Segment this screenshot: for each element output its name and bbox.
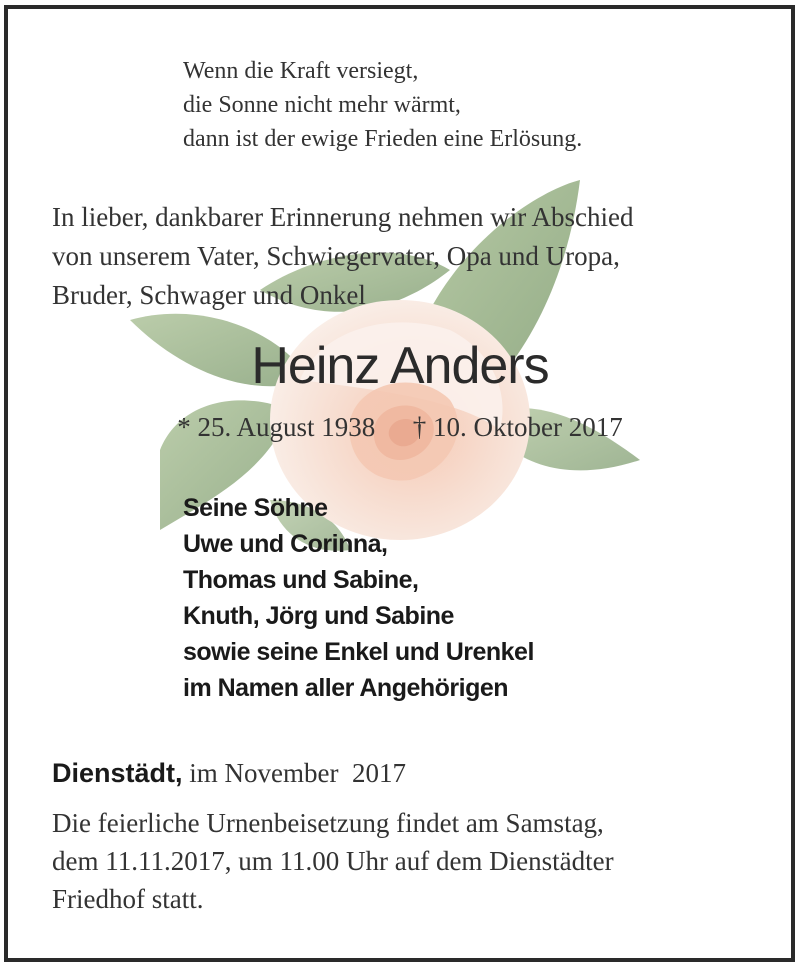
poem-line: dann ist der ewige Frieden eine Erlösung. [183, 126, 583, 152]
notice-date: im November 2017 [189, 758, 406, 788]
birth-date: * 25. August 1938 [177, 412, 376, 442]
poem-line: Wenn die Kraft versiegt, [183, 58, 419, 84]
family-line: Uwe und Corinna, [183, 530, 388, 558]
notice-line: Friedhof statt. [52, 884, 204, 914]
poem-line: die Sonne nicht mehr wärmt, [183, 92, 461, 118]
death-date: † 10. Oktober 2017 [412, 412, 623, 442]
deceased-name: Heinz Anders [251, 337, 549, 395]
place-date [52, 758, 406, 789]
notice-line: Die feierliche Urnenbeisetzung findet am Samstag, [52, 808, 604, 838]
intro-line: Bruder, Schwager und Onkel [52, 280, 366, 310]
place-town: Dienstädt, [52, 758, 183, 788]
family-line: Knuth, Jörg und Sabine [183, 602, 454, 630]
family-line: Seine Söhne [183, 494, 328, 522]
family-line: Thomas und Sabine, [183, 566, 419, 594]
family-line: sowie seine Enkel und Urenkel [183, 638, 534, 666]
intro-line: von unserem Vater, Schwiegervater, Opa und Uropa, [52, 241, 620, 271]
family-line: im Namen aller Angehörigen [183, 674, 509, 702]
notice-line: dem 11.11.2017, um 11.00 Uhr auf dem Dienstädter [52, 846, 614, 876]
intro-line: In lieber, dankbarer Erinnerung nehmen wir Abschied [52, 202, 634, 232]
life-dates [0, 412, 800, 443]
